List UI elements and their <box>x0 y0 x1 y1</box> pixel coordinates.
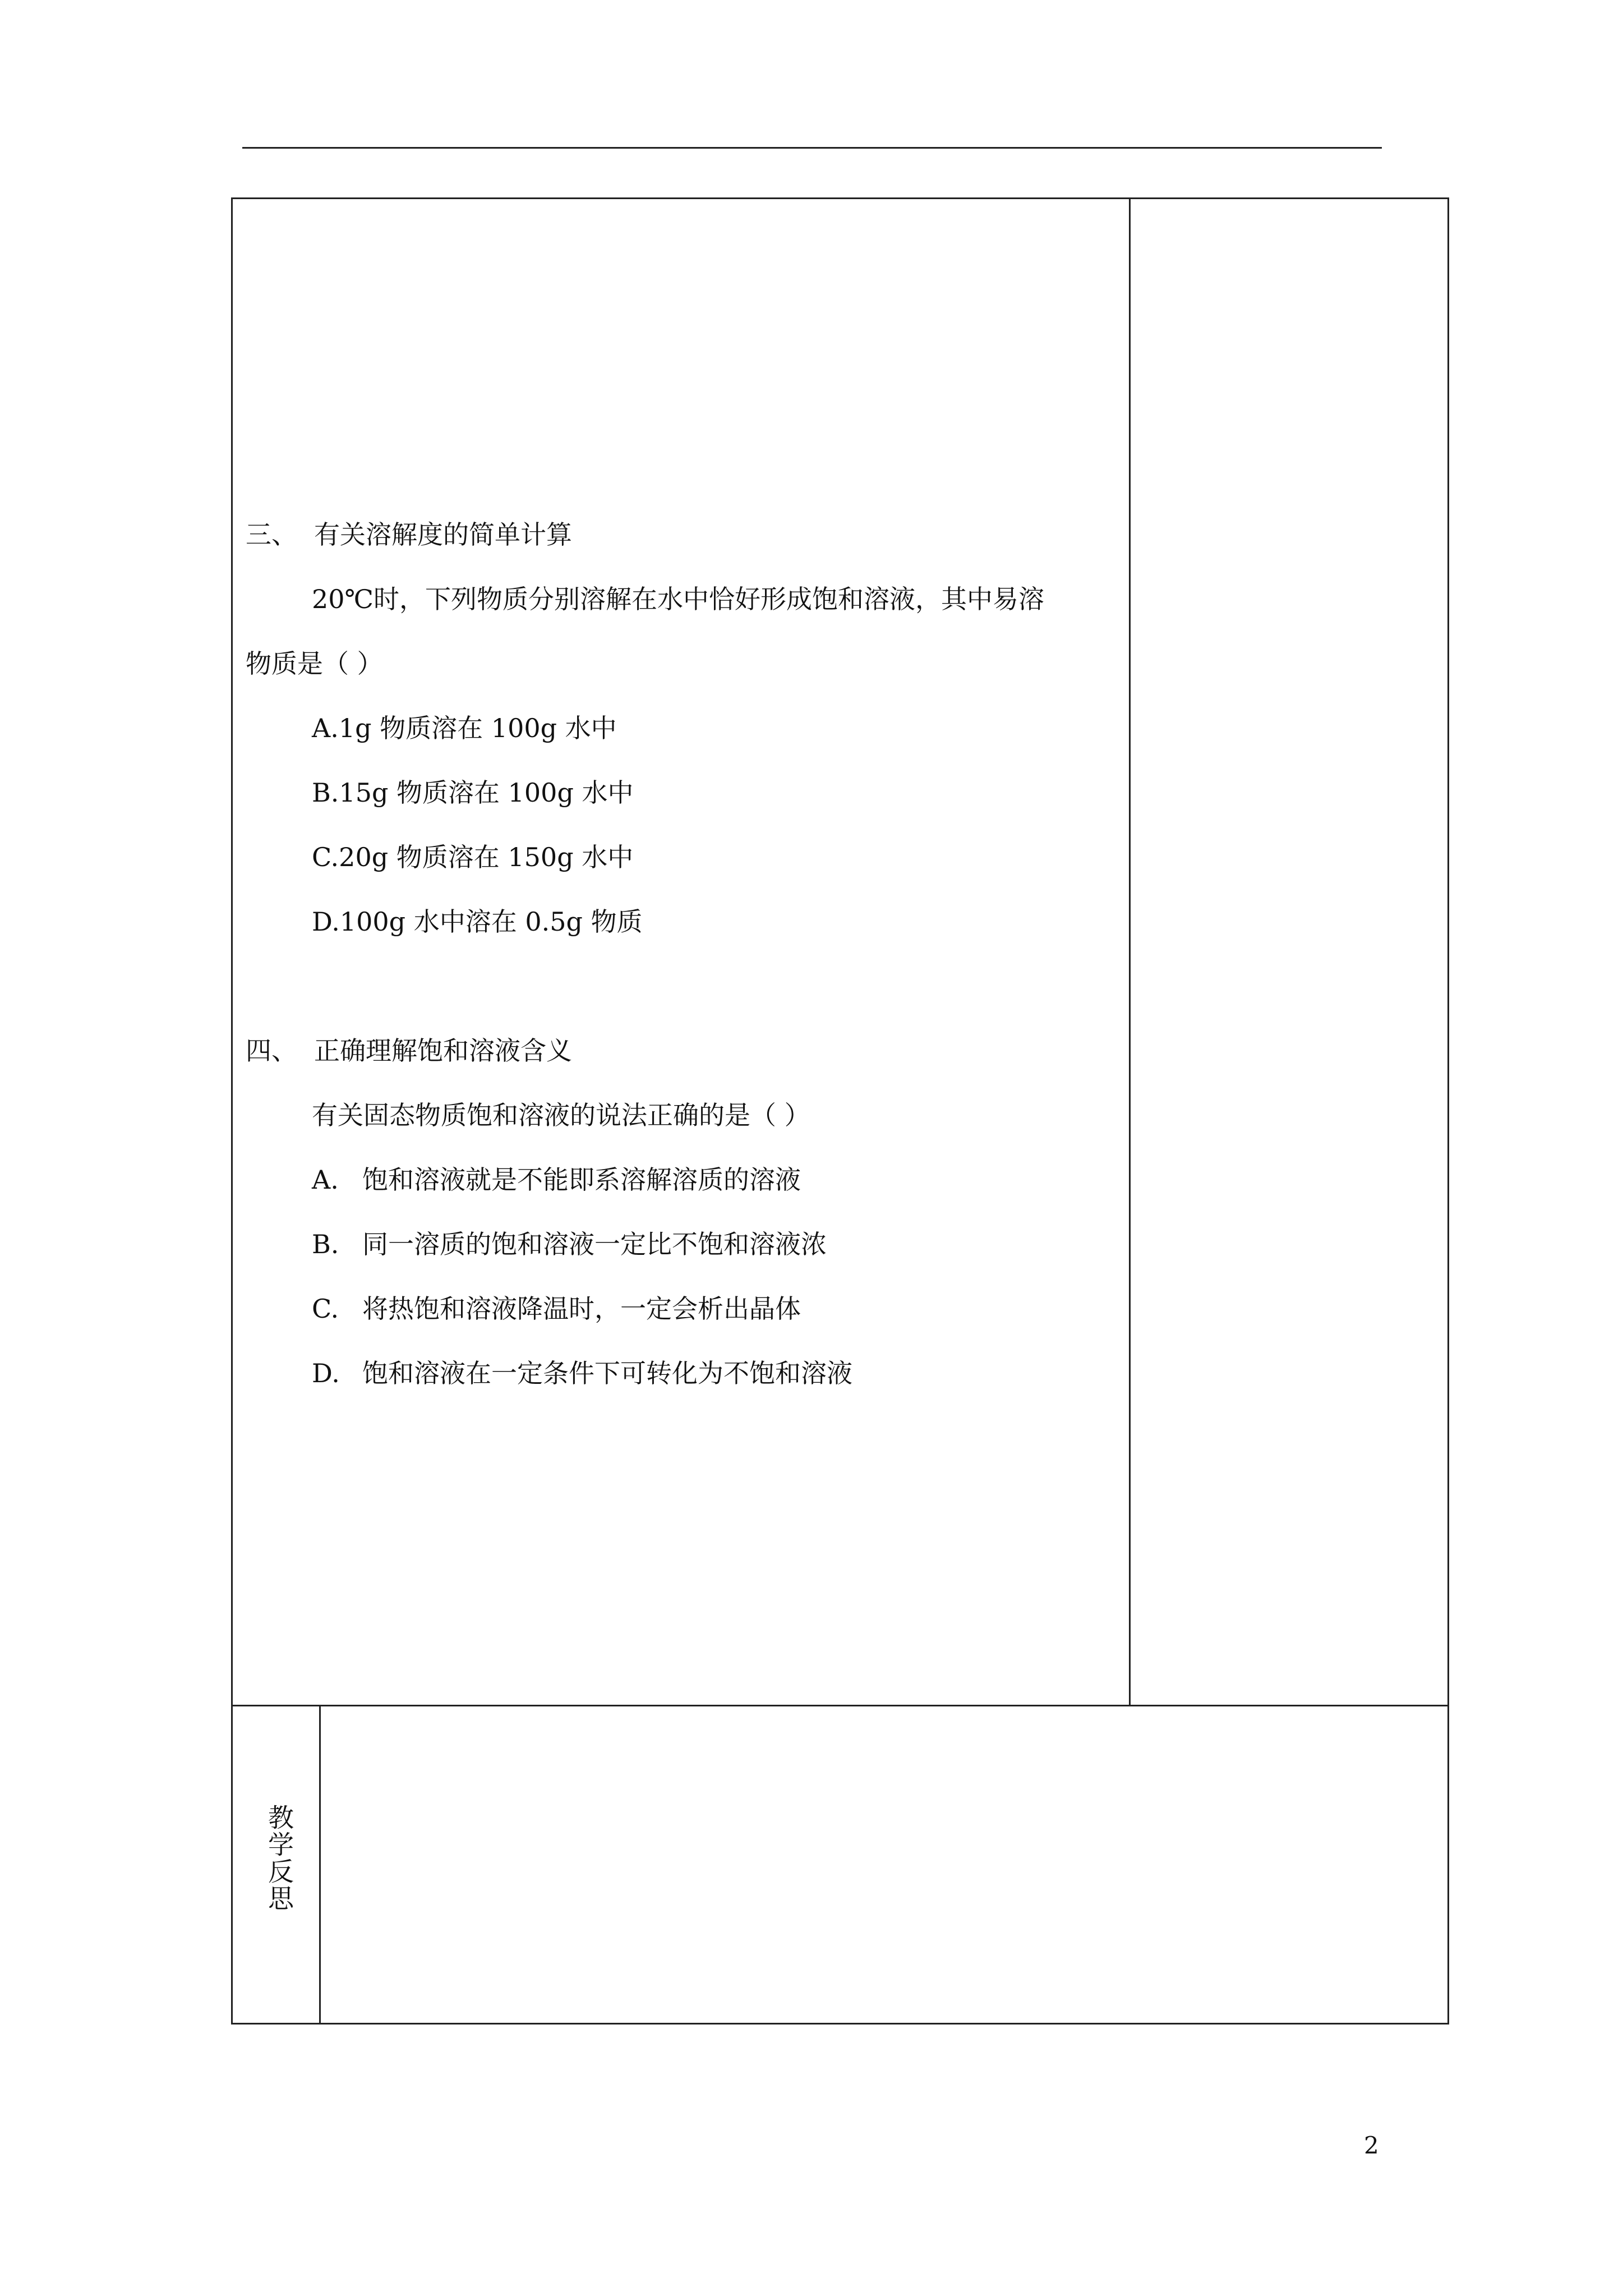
section4-heading <box>246 1034 572 1068</box>
reflection-label: 教学反思 <box>264 1804 294 1912</box>
section3-question-line1: 20℃时，下列物质分别溶解在水中恰好形成饱和溶液，其中易溶 <box>312 584 1044 614</box>
option-text: 饱和溶液在一定条件下可转化为不饱和溶液 <box>362 1358 852 1388</box>
section4-option-d <box>312 1356 852 1390</box>
option-text: 同一溶质的饱和溶液一定比不饱和溶液浓 <box>362 1229 827 1259</box>
lesson-content-cell <box>231 197 1131 1706</box>
option-letter: C. <box>312 1294 339 1324</box>
option-letter: A. <box>312 1165 339 1195</box>
section3-heading <box>246 518 572 551</box>
section3-option-a: A.1g 物质溶在 100g 水中 <box>312 713 617 743</box>
page-number: 2 <box>1364 2132 1379 2159</box>
section4-question: 有关固态物质饱和溶液的说法正确的是（ ） <box>312 1100 810 1130</box>
section3-question-line2: 物质是（ ） <box>246 648 383 679</box>
section3-option-d: D.100g 水中溶在 0.5g 物质 <box>312 907 643 937</box>
option-text: 将热饱和溶液降温时，一定会析出晶体 <box>362 1294 801 1324</box>
option-text: 饱和溶液就是不能即系溶解溶质的溶液 <box>362 1165 801 1195</box>
section3-title: 有关溶解度的简单计算 <box>314 519 572 550</box>
section4-option-b <box>312 1227 827 1261</box>
section4-option-a <box>312 1163 801 1197</box>
header-rule <box>242 147 1382 149</box>
section4-option-c <box>312 1292 801 1326</box>
section4-number: 四、 <box>246 1036 297 1066</box>
reflection-content-cell <box>319 1705 1449 2024</box>
section3-number: 三、 <box>246 519 297 550</box>
option-letter: D. <box>312 1358 340 1388</box>
section3-option-b: B.15g 物质溶在 100g 水中 <box>312 777 634 808</box>
section3-option-c: C.20g 物质溶在 150g 水中 <box>312 842 634 872</box>
option-letter: B. <box>312 1229 339 1259</box>
notes-cell <box>1129 197 1449 1706</box>
section4-title: 正确理解饱和溶液含义 <box>314 1036 572 1066</box>
